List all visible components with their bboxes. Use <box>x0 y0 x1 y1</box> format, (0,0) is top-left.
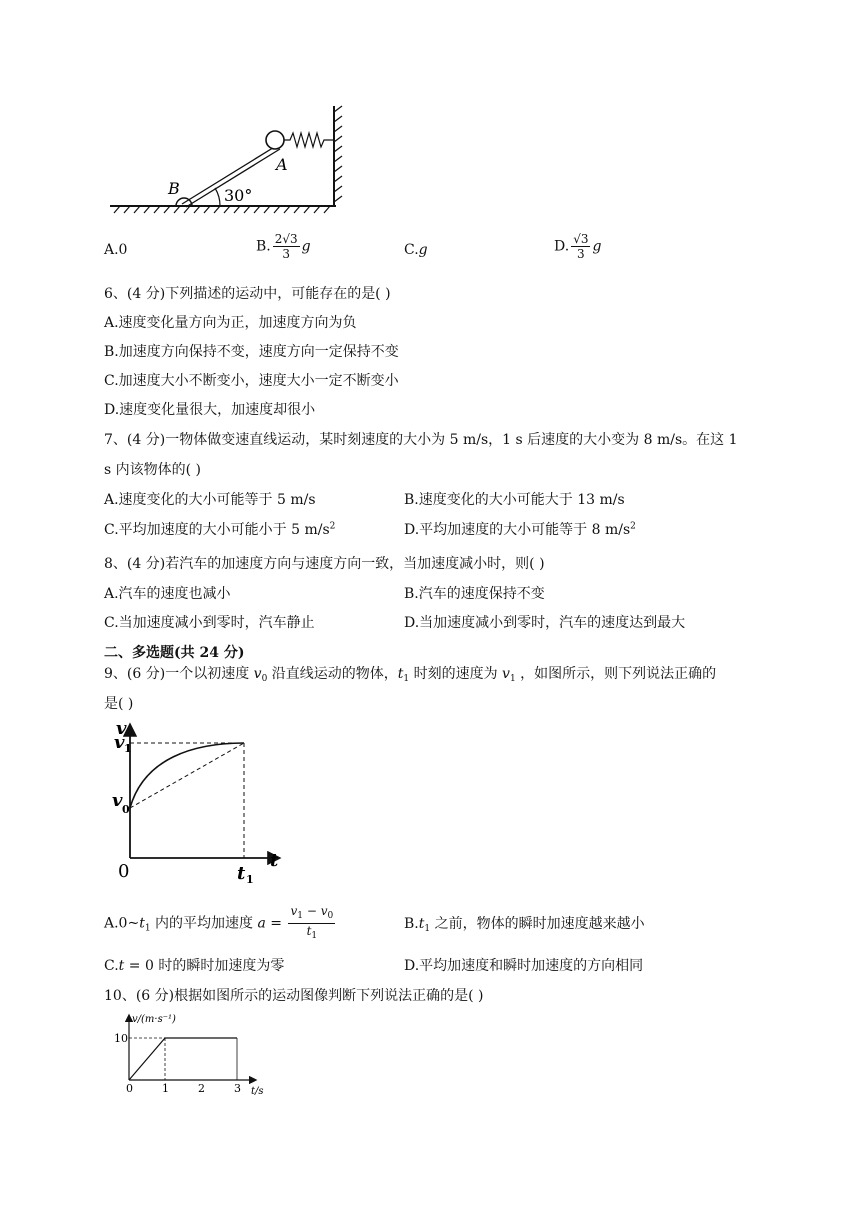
section-title: 二、多选题(共 24 分) <box>104 645 245 661</box>
x-axis-label: t/s <box>251 1086 264 1097</box>
q10-stem: 10、(6 分)根据如图所示的运动图像判断下列说法正确的是( ) <box>104 988 484 1004</box>
graph-v0-sub: 0 <box>122 803 130 816</box>
q9-option-d: D.平均加速度和瞬时加速度的方向相同 <box>404 958 644 974</box>
q5-option-a: A.0 <box>104 242 128 258</box>
q9-option-c: C.t = 0 时的瞬时加速度为零 <box>104 958 285 974</box>
incline-spring-figure <box>104 100 364 220</box>
q6-option-c: C.加速度大小不断变小，速度大小一定不断变小 <box>104 373 399 389</box>
series-line <box>129 1038 237 1080</box>
q9-stem-line1: 9、(6 分)一个以初速度 $v_0$ 沿直线运动的物体，$t_1$ 时刻的速度为 $v_1$ ，如图所示，则下列说法正确的 <box>104 666 717 684</box>
x-tick-0: 0 <box>126 1082 133 1095</box>
label-a: A <box>276 155 288 174</box>
q6-option-b: B.加速度方向保持不变，速度方向一定保持不变 <box>104 344 399 360</box>
y-tick-10: 10 <box>114 1032 128 1045</box>
graph-v1-label: v <box>114 732 125 753</box>
q8-option-a: A.汽车的速度也减小 <box>104 586 231 602</box>
q6-option-a: A.速度变化量方向为正，加速度方向为负 <box>104 315 357 331</box>
q5-option-d: D. $\frac{√3}{3}$ g <box>554 232 602 261</box>
q8-option-c: C.当加速度减小到零时，汽车静止 <box>104 615 315 631</box>
q5-option-b: B. $\frac{2√3}{3}$ g <box>256 232 311 261</box>
graph-origin-label: 0 <box>118 861 130 882</box>
graph-t-axis-label: t <box>270 850 279 871</box>
q7-stem-line2: s 内该物体的( ) <box>104 462 202 478</box>
label-angle: 30° <box>224 186 253 205</box>
graph-t1-label: t <box>237 863 246 884</box>
q9-option-a: $A.0\sim t_1$ 内的平均加速度 a = $\frac{v_1 - v_0}{t_1}$ <box>104 904 334 941</box>
graph-v1-sub: 1 <box>124 742 132 755</box>
q6-stem: 6、(4 分)下列描述的运动中，可能存在的是( ) <box>104 286 391 302</box>
graph-v0-label: v <box>112 790 123 811</box>
q8-option-d: D.当加速度减小到零时，汽车的速度达到最大 <box>404 615 686 631</box>
y-axis-label: v/(m·s⁻¹) <box>132 1014 176 1025</box>
q7-option-b: B.速度变化的大小可能大于 13 m/s <box>404 492 625 508</box>
x-tick-3: 3 <box>234 1082 241 1095</box>
q5-option-c: C.g <box>404 242 428 258</box>
graph-v-axis-label: v <box>116 718 127 739</box>
q6-option-d: D.速度变化量很大，加速度却很小 <box>104 402 316 418</box>
label-b: B <box>168 179 180 198</box>
x-tick-2: 2 <box>198 1082 205 1095</box>
q7-option-d: D.平均加速度的大小可能等于 8 $m/s^2$ <box>404 521 636 538</box>
q7-option-a: A.速度变化的大小可能等于 5 m/s <box>104 492 316 508</box>
x-tick-1: 1 <box>162 1082 169 1095</box>
graph-t1-sub: 1 <box>246 873 254 886</box>
q7-option-c: C.平均加速度的大小可能小于 5 $m/s^2$ <box>104 521 336 538</box>
q9-velocity-graph <box>104 718 294 888</box>
q7-stem-line1: 7、(4 分)一物体做变速直线运动，某时刻速度的大小为 5 m/s，1 s 后速度的大小变为 8 m/s。在这 1 <box>104 432 738 448</box>
q9-stem-line2: 是( ) <box>104 696 134 712</box>
q9-option-b: $B.t_1$ 之前，物体的瞬时加速度越来越小 <box>404 916 645 934</box>
q8-stem: 8、(4 分)若汽车的加速度方向与速度方向一致，当加速度减小时，则( ) <box>104 556 545 572</box>
q8-option-b: B.汽车的速度保持不变 <box>404 586 545 602</box>
q10-vt-chart <box>104 1010 284 1100</box>
